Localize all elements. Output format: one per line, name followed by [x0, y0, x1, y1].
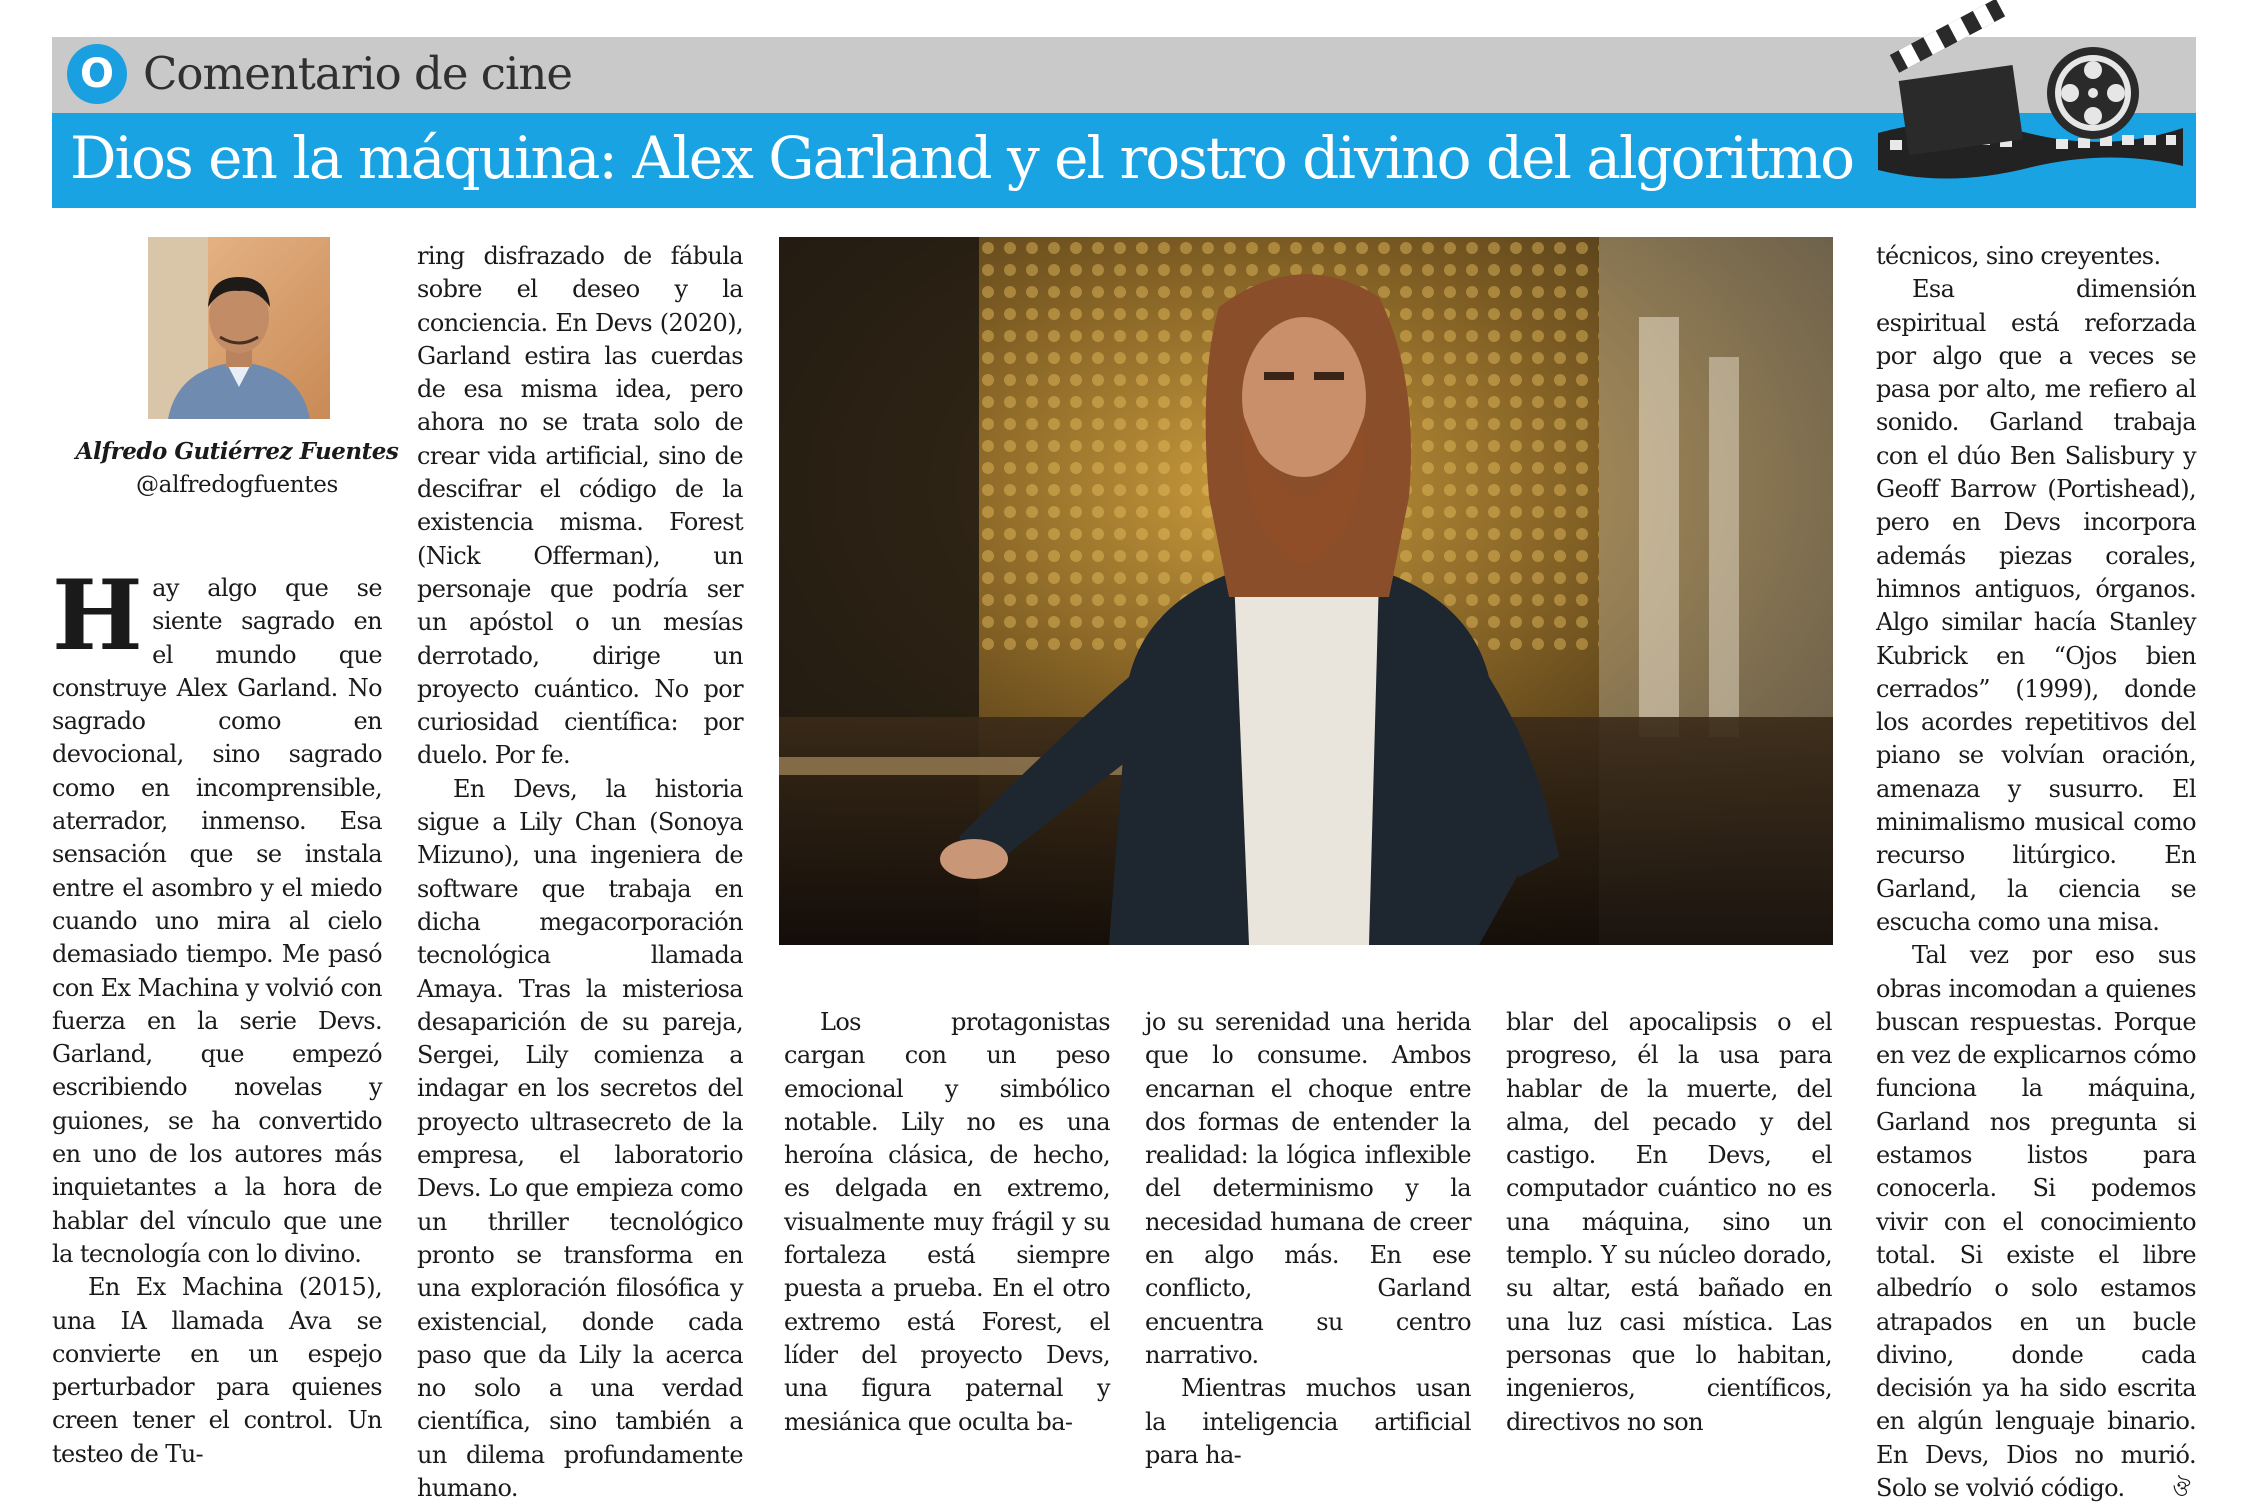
- article-column-6: [1876, 240, 2196, 1506]
- author-handle: @alfredogfuentes: [135, 472, 339, 498]
- article-column-3: [784, 1006, 1110, 1439]
- film-clapperboard-icon: [1890, 0, 2023, 155]
- paragraph: técnicos, sino creyentes.: [1876, 242, 2161, 270]
- article-column-5: [1506, 1006, 1832, 1439]
- paragraph: ring disfrazado de fábula sobre el deseo y la conciencia. En Devs (2020), Garland estira las cuerdas de esa misma idea, pero ahora no se trata solo de crear vida artificial, sino de descifrar el código de la existencia misma. Forest (Nick Offerman), un personaje que podría ser un apóstol o un mesías derrotado, dirige un proyecto cuántico. No por curiosidad científica: por duelo. Por fe.: [417, 242, 743, 770]
- paragraph: jo su serenidad una herida que lo consume. Ambos encarnan el choque entre dos formas de entender la realidad: la lógica inflexible del determinismo y la necesidad humana de creer en algo más. En ese conflicto, Garland encuentra su centro narrativo.: [1145, 1008, 1471, 1369]
- cinema-logo: [1868, 8, 2188, 183]
- paragraph: [52, 559, 382, 1271]
- paragraph: En Devs, la historia sigue a Lily Chan (Sonoya Mizuno), una ingeniera de software que trabaja en dicha megacorporación tecnológica llamada Amaya. Tras la misteriosa desaparición de su pareja, Sergei, Lily comienza a indagar en los secretos del proyecto ultrasecreto de la empresa, el laboratorio Devs. Lo que empieza como un thriller tecnológico pronto se transforma en una exploración filosófica y existencial, donde cada paso que da Lily la acerca no solo a una verdad científica, sino también a un dilema profundamente humano.: [417, 774, 743, 1502]
- article-column-2: [417, 240, 743, 1505]
- paragraph: Esa dimensión espiritual está reforzada por algo que a veces se pasa por alto, me refiero al sonido. Garland trabaja con el dúo Ben Salisbury y Geoff Barrow (Portishead), pero en Devs incorpora además piezas corales, himnos antiguos, órganos. Algo similar hacía Stanley Kubrick en “Ojos bien cerrados” (1999), donde los acordes repetitivos del piano se volvían oración, amenaza y susurro. El minimalismo musical como recurso litúrgico. En Garland, la ciencia se escucha como una misa.: [1876, 275, 2196, 936]
- author-avatar: [148, 237, 330, 419]
- article-photo: [779, 237, 1833, 945]
- paragraph-text: Tal vez por eso sus obras incomodan a quienes buscan respuestas. Porque en vez de explicarnos cómo funciona la máquina, Garland nos pregunta si estamos listos para conocerla. Si podemos vivir con el conocimiento total. Si existe el libre albedrío o solo estamos atrapados en un bucle divino, donde cada decisión ya ha sido escrita en algún lenguaje binario. En Devs, Dios no murió. Solo se volvió código.: [1876, 941, 2196, 1502]
- drop-cap: H: [52, 559, 143, 672]
- section-badge: O: [67, 44, 127, 104]
- paragraph: blar del apocalipsis o el progreso, él la usa para hablar de la muerte, del alma, del pecado y del castigo. En Devs, el computador cuántico no es una máquina, sino un templo. Y su núcleo dorado, su altar, está bañado en una luz casi mística. Las personas que lo habitan, ingenieros, científicos, directivos no son: [1506, 1008, 1832, 1436]
- article-column-4: [1145, 1006, 1471, 1472]
- paragraph: Mientras muchos usan la inteligencia artificial para ha-: [1145, 1374, 1471, 1469]
- end-of-article-icon: ঔ: [2172, 1476, 2190, 1502]
- paragraph: Los protagonistas cargan con un peso emocional y simbólico notable. Lily no es una heroína clásica, de hecho, es delgada en extremo, visualmente muy frágil y su fortaleza está siempre puesta a prueba. En el otro extremo está Forest, el líder del proyecto Devs, una figura paternal y mesiánica que oculta ba-: [784, 1008, 1110, 1436]
- paragraph-text: ay algo que se siente sagrado en el mundo que construye Alex Garland. No sagrado como en devocional, sino sagrado como en incomprensible, aterrador, inmenso. Esa sensación que se instala entre el asombro y el miedo cuando uno mira al cielo demasiado tiempo. Me pasó con Ex Machina y volvió con fuerza en la serie Devs. Garland, que empezó escribiendo novelas y guiones, se ha convertido en uno de los autores más inquietantes a la hora de hablar del vínculo que une la tecnología con lo divino.: [52, 574, 382, 1268]
- film-reel-icon: [2047, 47, 2139, 139]
- author-name: Alfredo Gutiérrez Fuentes: [75, 438, 399, 465]
- article-column-1: [52, 559, 382, 1471]
- section-title: Comentario de cine: [143, 47, 572, 100]
- paragraph: [1876, 939, 2196, 1506]
- paragraph: En Ex Machina (2015), una IA llamada Ava se convierte en un espejo perturbador para quienes creen tener el control. Un testeo de Tu-: [52, 1273, 382, 1468]
- article-headline: Dios en la máquina: Alex Garland y el rostro divino del algoritmo: [70, 124, 1854, 192]
